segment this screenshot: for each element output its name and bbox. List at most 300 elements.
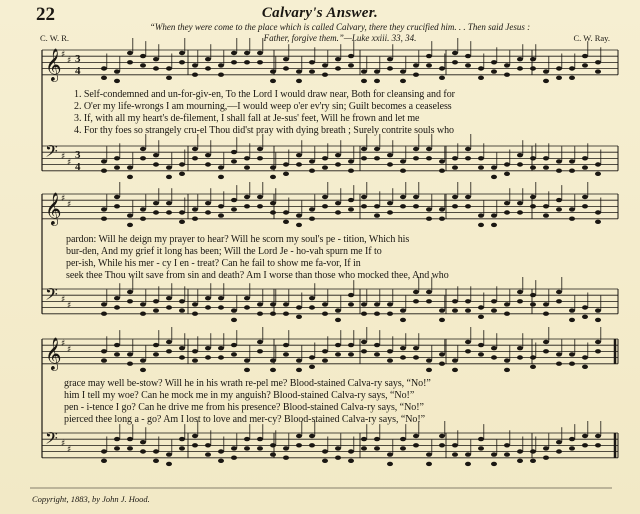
note-head [439, 66, 445, 70]
note-head [426, 290, 432, 294]
note-head [504, 63, 510, 67]
note-head [166, 76, 172, 80]
note-head [478, 66, 484, 70]
note-head [335, 201, 341, 205]
note-head [192, 349, 198, 353]
note-head [595, 210, 601, 214]
note-head [569, 318, 575, 322]
note-head [530, 66, 536, 70]
note-head [465, 452, 471, 456]
sharp-sign: ♯ [61, 50, 66, 60]
note-head [127, 290, 133, 294]
note-head [192, 302, 198, 306]
note-head [140, 54, 146, 58]
note-head [283, 312, 289, 316]
note-head [244, 165, 250, 169]
note-head [101, 159, 107, 163]
note-head [400, 318, 406, 322]
note-head [218, 296, 224, 300]
note-head [400, 169, 406, 173]
note-head [101, 312, 107, 316]
treble-clef: 𝄞 [45, 48, 62, 81]
verse-line: 1. Self-condemned and un-for-giv-en, To the Lord I would draw near, Both for cleansing and for [74, 89, 455, 100]
verse-line: pierced thee long a - go? Am I lost to love and mer-cy? Blood-stained Calva-ry says, “No!” [64, 414, 426, 425]
note-head [348, 198, 354, 202]
note-head [491, 299, 497, 303]
note-head [179, 346, 185, 350]
note-head [348, 63, 354, 67]
note-head [166, 349, 172, 353]
note-head [543, 340, 549, 344]
note-head [309, 434, 315, 438]
verse-line: 2. O'er my life-wrongs I am mourning,—I would weep o'er ev'ry sin; Guilt becomes a ceaseless [74, 101, 452, 112]
note-head [296, 153, 302, 157]
treble-clef: 𝄞 [45, 192, 62, 225]
note-head [361, 340, 367, 344]
note-head [179, 162, 185, 166]
note-head [166, 296, 172, 300]
note-head [478, 305, 484, 309]
note-head [231, 352, 237, 356]
note-head [569, 308, 575, 312]
note-head [101, 358, 107, 362]
note-head [257, 51, 263, 55]
note-head [322, 459, 328, 463]
note-head [582, 195, 588, 199]
note-head [179, 220, 185, 224]
note-head [556, 299, 562, 303]
note-head [556, 169, 562, 173]
note-head [478, 352, 484, 356]
note-head [127, 223, 133, 227]
note-head [309, 217, 315, 221]
note-head [270, 368, 276, 372]
note-head [504, 443, 510, 447]
note-head [595, 434, 601, 438]
note-head [231, 198, 237, 202]
note-head [348, 159, 354, 163]
note-head [101, 66, 107, 70]
note-head [205, 346, 211, 350]
note-head [231, 60, 237, 64]
note-head [179, 308, 185, 312]
note-head [465, 54, 471, 58]
note-head [192, 73, 198, 77]
note-head [309, 305, 315, 309]
note-head [374, 79, 380, 83]
note-head [335, 308, 341, 312]
note-head [504, 210, 510, 214]
note-head [361, 302, 367, 306]
note-head [205, 305, 211, 309]
note-head [465, 340, 471, 344]
note-head [270, 165, 276, 169]
note-head [101, 302, 107, 306]
note-head [244, 204, 250, 208]
note-head [179, 60, 185, 64]
note-head [426, 156, 432, 160]
note-head [361, 204, 367, 208]
note-head [491, 165, 497, 169]
author-credit: C. W. R. [40, 33, 70, 43]
note-head [569, 159, 575, 163]
note-head [387, 210, 393, 214]
note-head [439, 443, 445, 447]
note-head [244, 156, 250, 160]
note-head [400, 79, 406, 83]
note-head [322, 349, 328, 353]
epigraph-line-1: “When they were come to the place which is called Calvary, there they crucified him. . . Then said Jesus : [149, 22, 531, 32]
note-head [582, 63, 588, 67]
note-head [140, 302, 146, 306]
note-head [283, 162, 289, 166]
note-head [426, 54, 432, 58]
note-head [205, 153, 211, 157]
note-head [582, 305, 588, 309]
note-head [218, 459, 224, 463]
note-head [127, 437, 133, 441]
note-head [491, 223, 497, 227]
note-head [270, 358, 276, 362]
note-head [309, 296, 315, 300]
note-head [101, 207, 107, 211]
note-head [231, 159, 237, 163]
note-head [127, 299, 133, 303]
note-head [387, 349, 393, 353]
note-head [166, 462, 172, 466]
note-head [569, 352, 575, 356]
note-head [543, 302, 549, 306]
note-head [556, 362, 562, 366]
note-head [452, 195, 458, 199]
note-head [153, 57, 159, 61]
note-head [127, 60, 133, 64]
note-head [140, 440, 146, 444]
note-head [361, 312, 367, 316]
note-head [127, 352, 133, 356]
note-head [205, 210, 211, 214]
note-head [387, 302, 393, 306]
note-head [309, 159, 315, 163]
note-head [439, 76, 445, 80]
note-head [296, 358, 302, 362]
note-head [556, 159, 562, 163]
note-head [426, 63, 432, 67]
note-head [270, 201, 276, 205]
note-head [296, 368, 302, 372]
note-head [361, 437, 367, 441]
treble-clef: 𝄞 [45, 337, 62, 370]
note-head [335, 446, 341, 450]
note-head [140, 63, 146, 67]
note-head [270, 443, 276, 447]
note-head [491, 69, 497, 73]
time-signature: 4 [75, 161, 81, 173]
sharp-sign: ♯ [67, 301, 72, 311]
note-head [283, 302, 289, 306]
note-head [192, 207, 198, 211]
note-head [504, 172, 510, 176]
note-head [530, 459, 536, 463]
note-head [400, 204, 406, 208]
note-head [413, 204, 419, 208]
note-head [322, 302, 328, 306]
note-head [569, 217, 575, 221]
note-head [426, 217, 432, 221]
note-head [361, 69, 367, 73]
note-head [543, 213, 549, 217]
note-head [530, 355, 536, 359]
sharp-sign: ♯ [61, 439, 66, 449]
note-head [582, 443, 588, 447]
note-head [452, 308, 458, 312]
note-head [491, 308, 497, 312]
note-head [439, 207, 445, 211]
note-head [166, 452, 172, 456]
note-head [140, 358, 146, 362]
note-head [153, 299, 159, 303]
note-head [348, 352, 354, 356]
note-head [296, 162, 302, 166]
note-head [374, 213, 380, 217]
note-head [504, 162, 510, 166]
note-head [387, 358, 393, 362]
note-head [153, 308, 159, 312]
note-head [569, 207, 575, 211]
note-head [257, 312, 263, 316]
composer-credit: C. W. Ray. [573, 33, 610, 43]
note-head [504, 452, 510, 456]
note-head [166, 340, 172, 344]
note-head [114, 305, 120, 309]
note-head [218, 355, 224, 359]
note-head [517, 210, 523, 214]
note-head [153, 201, 159, 205]
note-head [478, 446, 484, 450]
note-head [192, 147, 198, 151]
note-head [205, 57, 211, 61]
note-head [114, 352, 120, 356]
note-head [400, 195, 406, 199]
note-head [257, 204, 263, 208]
note-head [387, 162, 393, 166]
note-head [595, 340, 601, 344]
note-head [543, 349, 549, 353]
note-head [283, 172, 289, 176]
note-head [179, 210, 185, 214]
note-head [283, 210, 289, 214]
note-head [517, 355, 523, 359]
note-head [140, 147, 146, 151]
note-head [439, 159, 445, 163]
note-head [205, 296, 211, 300]
note-head [478, 213, 484, 217]
sharp-sign: ♯ [61, 295, 66, 305]
note-head [101, 459, 107, 463]
note-head [543, 204, 549, 208]
note-head [296, 443, 302, 447]
note-head [361, 195, 367, 199]
note-head [582, 315, 588, 319]
note-head [543, 156, 549, 160]
note-head [374, 312, 380, 316]
note-head [517, 162, 523, 166]
note-head [218, 165, 224, 169]
note-head [595, 162, 601, 166]
note-head [556, 207, 562, 211]
note-head [595, 443, 601, 447]
note-head [127, 446, 133, 450]
note-head [348, 54, 354, 58]
note-head [140, 312, 146, 316]
note-head [179, 446, 185, 450]
note-head [439, 362, 445, 366]
note-head [504, 358, 510, 362]
note-head [361, 156, 367, 160]
note-head [543, 456, 549, 460]
note-head [556, 290, 562, 294]
note-head [556, 198, 562, 202]
note-head [114, 343, 120, 347]
note-head [114, 446, 120, 450]
note-head [387, 57, 393, 61]
note-head [478, 156, 484, 160]
note-head [257, 60, 263, 64]
note-head [153, 343, 159, 347]
note-head [127, 175, 133, 179]
note-head [491, 213, 497, 217]
note-head [257, 340, 263, 344]
note-head [322, 449, 328, 453]
note-head [244, 368, 250, 372]
note-head [426, 452, 432, 456]
note-head [504, 73, 510, 77]
note-head [491, 462, 497, 466]
note-head [517, 346, 523, 350]
note-head [335, 57, 341, 61]
note-head [244, 60, 250, 64]
note-head [231, 51, 237, 55]
note-head [322, 204, 328, 208]
note-head [439, 434, 445, 438]
note-head [205, 443, 211, 447]
note-head [283, 446, 289, 450]
note-head [296, 213, 302, 217]
note-head [257, 147, 263, 151]
note-head [283, 57, 289, 61]
note-head [205, 162, 211, 166]
note-head [530, 302, 536, 306]
note-head [322, 358, 328, 362]
note-head [140, 217, 146, 221]
note-head [439, 352, 445, 356]
note-head [413, 299, 419, 303]
sharp-sign: ♯ [61, 152, 66, 162]
note-head [374, 352, 380, 356]
note-head [231, 308, 237, 312]
note-head [517, 57, 523, 61]
note-head [413, 290, 419, 294]
note-head [114, 195, 120, 199]
note-head [374, 302, 380, 306]
note-head [387, 452, 393, 456]
note-head [517, 290, 523, 294]
note-head [270, 79, 276, 83]
note-head [309, 207, 315, 211]
note-head [465, 462, 471, 466]
note-head [530, 156, 536, 160]
note-head [400, 69, 406, 73]
note-head [426, 462, 432, 466]
note-head [153, 153, 159, 157]
note-head [283, 456, 289, 460]
hymn-title: Calvary's Answer. [261, 5, 379, 21]
note-head [270, 210, 276, 214]
note-head [582, 365, 588, 369]
note-head [270, 175, 276, 179]
verse-line: bur-den, And my grief it long has been; Will the Lord Je - ho-vah spurn me If to [66, 246, 382, 257]
note-head [387, 462, 393, 466]
note-head [478, 165, 484, 169]
note-head [543, 165, 549, 169]
note-head [582, 165, 588, 169]
note-head [166, 66, 172, 70]
note-head [244, 296, 250, 300]
note-head [348, 459, 354, 463]
note-head [361, 79, 367, 83]
note-head [374, 204, 380, 208]
note-head [179, 51, 185, 55]
note-head [101, 349, 107, 353]
note-head [530, 195, 536, 199]
note-head [465, 156, 471, 160]
note-head [348, 343, 354, 347]
note-head [569, 76, 575, 80]
note-head [413, 355, 419, 359]
note-head [114, 437, 120, 441]
note-head [465, 204, 471, 208]
note-head [556, 440, 562, 444]
note-head [361, 446, 367, 450]
verse-line: 4. For thy foes so strangely cru-el Thou did'st pray with dying breath ; Surely contrite souls who [74, 125, 454, 136]
sharp-sign: ♯ [67, 56, 72, 66]
note-head [127, 51, 133, 55]
note-head [595, 69, 601, 73]
note-head [101, 76, 107, 80]
note-head [517, 449, 523, 453]
note-head [335, 343, 341, 347]
note-head [387, 201, 393, 205]
note-head [517, 153, 523, 157]
note-head [504, 312, 510, 316]
note-head [426, 147, 432, 151]
note-head [517, 459, 523, 463]
note-head [231, 150, 237, 154]
note-head [335, 318, 341, 322]
note-head [244, 437, 250, 441]
note-head [335, 352, 341, 356]
verse-line: per-ish, While his mer - cy I en - treat? Can he fail to show me fa-vor, If in [66, 258, 361, 269]
note-head [413, 434, 419, 438]
note-head [452, 51, 458, 55]
note-head [114, 165, 120, 169]
note-head [582, 434, 588, 438]
note-head [218, 175, 224, 179]
time-signature: 3 [75, 149, 81, 161]
note-head [400, 346, 406, 350]
note-head [582, 204, 588, 208]
bass-clef: 𝄢 [45, 141, 58, 165]
